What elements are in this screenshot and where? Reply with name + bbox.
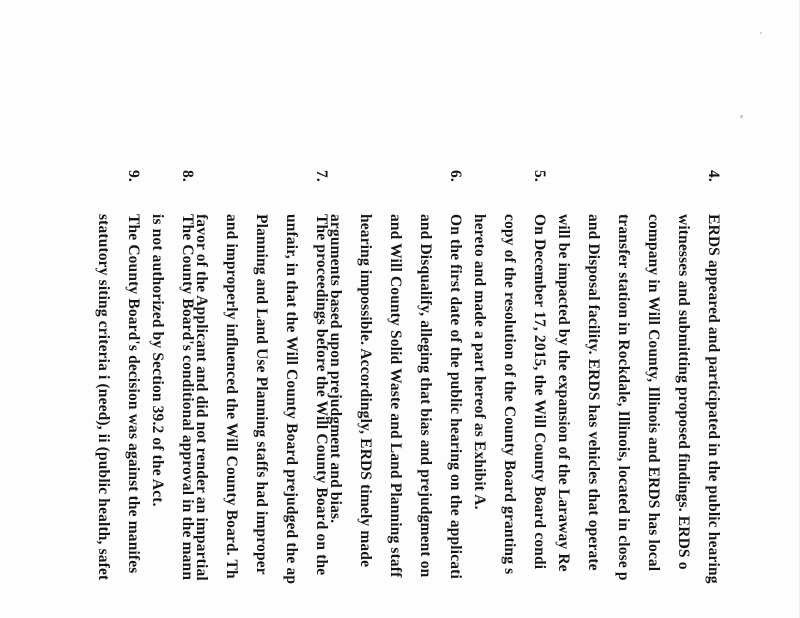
scan-speck <box>760 32 762 34</box>
paragraph-7-line-5: favor of the Applicant and did not render an impartial <box>193 214 210 581</box>
paragraph-6-line-1: 6.On the first date of the public hearing on the applicati <box>447 170 464 579</box>
paragraph-9-line-2: statutory siting criteria i (need), ii (public health, safet <box>95 214 112 581</box>
paragraph-4-line-6: will be impacted by the expansion of the Laraway Re <box>555 214 572 572</box>
paragraph-5-line-3: hereto and made a part hereof as Exhibit A. <box>471 214 488 510</box>
paragraph-6-line-3: and Will County Solid Waste and Land Planning staff <box>387 214 404 578</box>
paragraph-7-line-4: and improperly influenced the Will County Board. Th <box>223 214 240 579</box>
paragraph-4-line-2: witnesses and submitting proposed findings. ERDS o <box>675 214 692 570</box>
paragraph-6-line-5: arguments based upon prejudgment and bias. <box>327 214 344 524</box>
paragraph-4-line-4: transfer station in Rockdale, Illinois, located in close p <box>615 214 632 581</box>
paragraph-6-line-2: and Disqualify, alleging that bias and prejudgment on <box>417 214 434 578</box>
paragraph-4-line-3: company in Will County, Illinois and ERDS has local <box>645 214 662 572</box>
paragraph-7-line-1: 7.The proceedings before the Will County Board on the <box>313 170 330 576</box>
paragraph-4-line-1: 4.ERDS appeared and participated in the public hearing <box>705 170 722 584</box>
paragraph-7-line-3: Planning and Land Use Planning staffs had improper <box>253 214 270 575</box>
paragraph-9-line-1: 9.The County Board's decision was against the manifes <box>125 170 142 574</box>
paragraph-5-line-1: 5.On December 17, 2015, the Will County Board condi <box>531 170 548 570</box>
paragraph-8-line-1: 8.The County Board's conditional approval in the mann <box>179 170 196 581</box>
paragraph-6-line-4: hearing impossible. Accordingly, ERDS timely made <box>357 214 374 568</box>
scan-speck <box>740 115 743 118</box>
paragraph-4-line-5: and Disposal facility. ERDS has vehicles that operate <box>585 214 602 571</box>
paragraph-5-line-2: copy of the resolution of the County Board granting s <box>501 214 518 575</box>
paragraph-8-line-2: is not authorized by Section 39.2 of the Act. <box>149 214 166 507</box>
paragraph-7-line-2: unfair, in that the Will County Board prejudged the ap <box>283 214 300 585</box>
